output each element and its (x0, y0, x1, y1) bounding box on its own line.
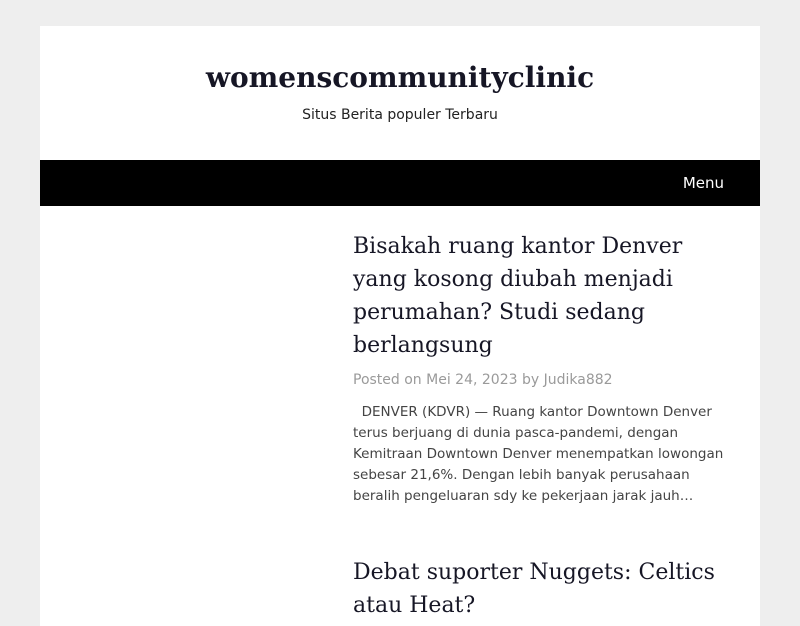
post-article (353, 230, 738, 507)
posted-on-label: Posted on (353, 372, 422, 388)
post-thumbnail[interactable] (40, 230, 330, 530)
page-container (40, 26, 760, 626)
site-title[interactable]: womenscommunityclinic (205, 61, 595, 94)
by-label: by (521, 372, 540, 388)
menu-toggle-button[interactable]: Menu (682, 174, 724, 192)
site-description: Situs Berita populer Terbaru (302, 107, 498, 123)
post-date-link[interactable]: Mei 24, 2023 (426, 372, 518, 388)
post-thumbnail[interactable] (40, 556, 330, 626)
post-title[interactable]: Bisakah ruang kantor Denver yang kosong diubah menjadi perumahan? Studi sedang berlangsung (353, 234, 683, 358)
post-author-link[interactable]: Judika882 (543, 372, 613, 388)
navigation-bar (40, 160, 760, 206)
post-title[interactable]: Debat suporter Nuggets: Celtics atau Heat? (353, 560, 715, 618)
post-meta (353, 370, 738, 390)
post-article (353, 556, 738, 622)
site-header (40, 26, 760, 160)
post-excerpt: DENVER (KDVR) — Ruang kantor Downtown Denver terus berjuang di dunia pasca-pandemi, dengan Kemitraan Downtown Denver menempatkan lowongan sebesar 21,6%. Dengan lebih banyak perusahaan beralih pengeluaran sdy ke pekerjaan jarak jauh… (353, 404, 728, 504)
